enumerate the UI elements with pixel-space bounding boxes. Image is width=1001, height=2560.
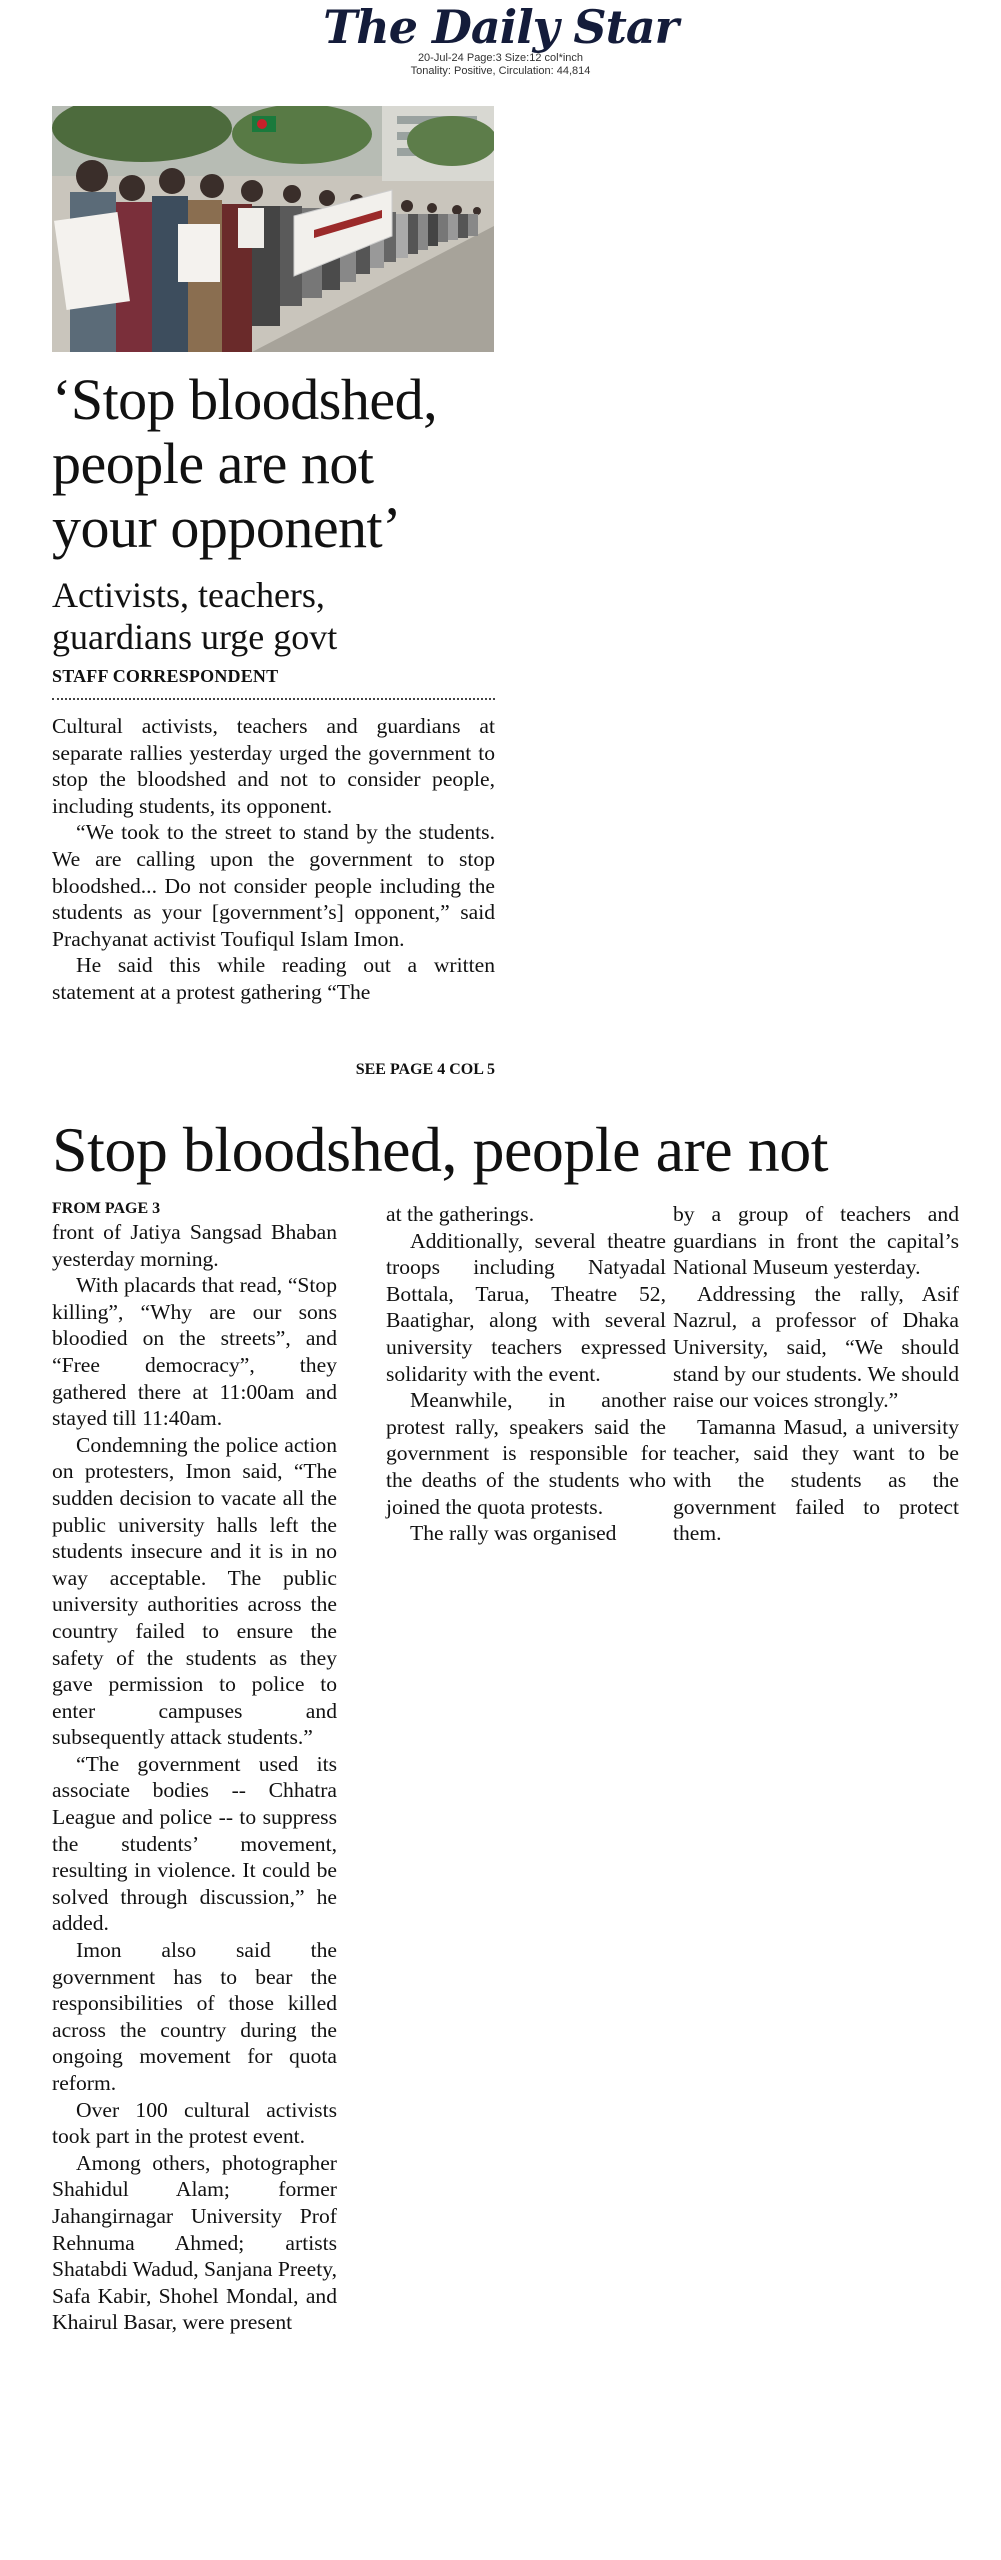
- paragraph: Additionally, several theatre troops including Natyadal Bottala, Tarua, Theatre 52, Baatighar, along with several university teachers expressed solidarity with the event.: [386, 1228, 666, 1386]
- jump-column-2: [386, 1201, 666, 1547]
- jump-headline: Stop bloodshed, people are not: [52, 1114, 828, 1185]
- newspaper-logo: The Daily Star: [323, 0, 678, 54]
- article-headline: [52, 368, 512, 560]
- paragraph: by a group of teachers and guardians in front the capital’s National Museum yesterday.: [673, 1202, 959, 1280]
- paragraph: Among others, photographer Shahidul Alam; former Jahangirnagar University Prof Rehnuma Ahmed; artists Shatabdi Wadud, Sanjana Preety, Safa Kabir, Shohel Mondal, and Khairul Basar, were present: [52, 2150, 337, 2335]
- lead-paragraph: “We took to the street to stand by the students. We are calling upon the government to stop bloodshed... Do not consider people including the students as your [government’s] opponent,” said Prachyanat activist Toufiqul Islam Imon.: [52, 820, 495, 951]
- paragraph: at the gatherings.: [386, 1202, 535, 1226]
- paragraph: With placards that read, “Stop killing”, “Why are our sons bloodied on the streets”, and “Free democracy”, they gathered there at 11:00am and stayed till 11:40am.: [52, 1273, 337, 1431]
- protest-photo-illustration: [52, 106, 494, 352]
- paragraph: Meanwhile, in another protest rally, speakers said the government is responsible for the deaths of the students who joined the quota protests.: [386, 1388, 666, 1519]
- paragraph: front of Jatiya Sangsad Bhaban yesterday morning.: [52, 1220, 337, 1271]
- subhead-line-1: Activists, teachers,: [52, 575, 325, 615]
- headline-line-1: ‘Stop bloodshed,: [52, 367, 438, 432]
- paragraph: Tamanna Masud, a university teacher, said they want to be with the students as the government failed to protect them.: [673, 1414, 959, 1546]
- lead-text: [52, 713, 495, 1006]
- byline: STAFF CORRESPONDENT: [52, 666, 279, 686]
- article-photo: [52, 106, 494, 352]
- paragraph: Condemning the police action on protesters, Imon said, “The sudden decision to vacate all the public university halls left the students insecure and it is in no way acceptable. The public university authorities across the country failed to ensure the safety of the students as they gave permission to police to enter campuses and subsequently attack students.”: [52, 1432, 337, 1750]
- article-subhead: [52, 574, 512, 658]
- from-page-label: FROM PAGE 3: [52, 1200, 161, 1217]
- clipping-meta-line-1: 20-Jul-24 Page:3 Size:12 col*inch: [417, 52, 584, 64]
- headline-line-3: your opponent’: [52, 495, 401, 560]
- paragraph: Over 100 cultural activists took part in the protest event.: [52, 2097, 337, 2149]
- paragraph: Imon also said the government has to bear the responsibilities of those killed across the country during the ongoing movement for quota reform.: [52, 1938, 337, 2095]
- paragraph: “The government used its associate bodies -- Chhatra League and police -- to suppress the students’ movement, resulting in violence. It could be solved through discussion,” he added.: [52, 1751, 337, 1936]
- byline-divider: [52, 698, 495, 700]
- paragraph: Addressing the rally, Asif Nazrul, a professor of Dhaka University, said, “We should stand by our students. We should raise our voices strongly.”: [673, 1281, 959, 1413]
- lead-paragraph: Cultural activists, teachers and guardians at separate rallies yesterday urged the government to stop the bloodshed and not to consider people, including students, its opponent.: [52, 714, 495, 818]
- jump-column-1: [52, 1219, 337, 2336]
- clipping-meta-line-2: Tonality: Positive, Circulation: 44,814: [410, 65, 591, 77]
- headline-line-2: people are not: [52, 431, 374, 496]
- paragraph: The rally was organised: [410, 1521, 617, 1546]
- lead-paragraph: He said this while reading out a written statement at a protest gathering “The: [52, 953, 495, 1004]
- subhead-line-2: guardians urge govt: [52, 617, 338, 657]
- masthead: [0, 0, 1001, 78]
- continuation-reference: SEE PAGE 4 COL 5: [355, 1061, 495, 1078]
- jump-column-3: [673, 1201, 959, 1547]
